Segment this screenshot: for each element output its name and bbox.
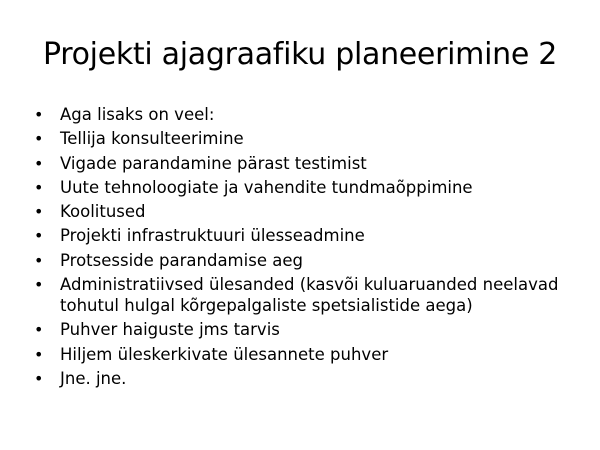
bullet-item [34, 128, 574, 149]
bullet-text: Aga lisaks on veel: [60, 105, 215, 124]
bullet-item [34, 177, 574, 198]
bullet-text: Vigade parandamine pärast testimist [60, 153, 367, 173]
bullet-dot-icon: • [34, 275, 44, 295]
bullet-dot-icon: • [34, 202, 44, 222]
bullet-dot-icon: • [34, 320, 44, 340]
slide-title: Projekti ajagraafiku planeerimine 2 [42, 37, 558, 72]
bullet-text: Projekti infrastruktuuri ülesseadmine [60, 226, 365, 246]
bullet-dot-icon: • [34, 177, 44, 197]
bullet-text: Koolitused [60, 202, 146, 222]
bullet-dot-icon: • [34, 105, 44, 124]
bullet-text: Puhver haiguste jms tarvis [60, 320, 280, 340]
bullet-text: Uute tehnoloogiate ja vahendite tundmaõppimine [60, 177, 473, 197]
bullet-dot-icon: • [34, 250, 44, 270]
bullet-list [34, 104, 574, 392]
bullet-item [34, 225, 574, 246]
bullet-item [34, 201, 574, 222]
bullet-text: Administratiivsed ülesanded (kasvõi kuluaruanded neelavad tohutul hulgal kõrgepalgaliste spetsialistide aega) [60, 275, 559, 316]
bullet-dot-icon: • [34, 226, 44, 246]
bullet-dot-icon: • [34, 129, 44, 149]
bullet-dot-icon: • [34, 368, 44, 388]
bullet-item [34, 153, 574, 174]
bullet-item [34, 274, 574, 316]
bullet-text: Protsesside parandamise aeg [60, 250, 303, 270]
bullet-text: Hiljem üleskerkivate ülesannete puhver [60, 344, 389, 364]
bullet-item [34, 250, 574, 271]
bullet-item [34, 319, 574, 340]
bullet-dot-icon: • [34, 344, 44, 364]
bullet-item [34, 104, 574, 125]
bullet-item [34, 344, 574, 365]
bullet-dot-icon: • [34, 153, 44, 173]
bullet-item [34, 368, 574, 389]
bullet-text: Jne. jne. [60, 368, 127, 388]
bullet-text: Tellija konsulteerimine [60, 129, 244, 149]
